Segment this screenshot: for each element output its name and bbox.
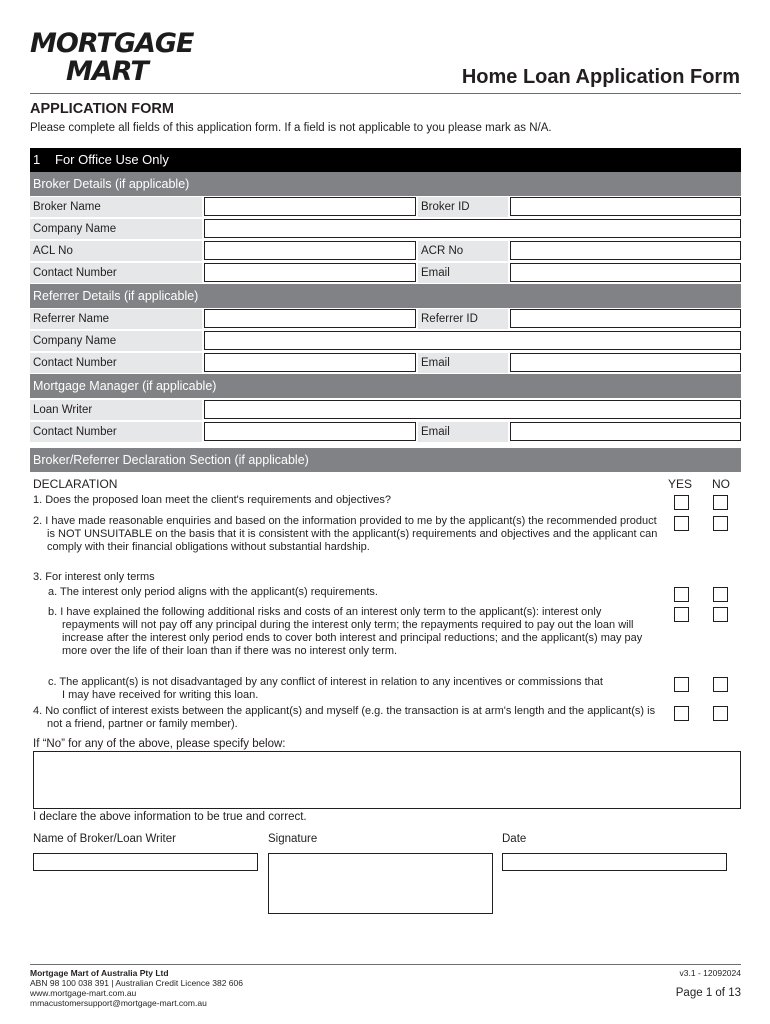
broker-company-name-label: Company Name <box>30 219 202 239</box>
declaration-q2: 2. I have made reasonable enquiries and based on the information provided to me by the applicant(s) the recommended product is NOT UNSUITABLE on the basis that it is consistent with the applicant(s) requirements and objectives and the applicant can comply with their financial obligations without substantial hardship. <box>33 515 658 553</box>
broker-contact-number-field[interactable] <box>204 263 416 282</box>
signature-label: Signature <box>268 833 318 845</box>
q1-no-checkbox[interactable] <box>713 495 728 510</box>
loan-writer-label: Loan Writer <box>30 400 202 420</box>
q2-no-checkbox[interactable] <box>713 516 728 531</box>
declaration-title: DECLARATION <box>33 477 118 491</box>
broker-contact-number-label: Contact Number <box>30 263 202 283</box>
q3c-no-checkbox[interactable] <box>713 677 728 692</box>
if-no-instruction: If “No” for any of the above, please specify below: <box>33 738 286 750</box>
broker-name-label: Broker Name <box>30 197 202 217</box>
date-field[interactable] <box>502 853 727 871</box>
broker-email-field[interactable] <box>510 263 741 282</box>
q2-yes-checkbox[interactable] <box>674 516 689 531</box>
manager-contact-number-label: Contact Number <box>30 422 202 442</box>
referrer-name-field[interactable] <box>204 309 416 328</box>
logo-line-1: MORTGAGE <box>30 28 194 59</box>
footer-divider <box>30 964 741 965</box>
application-form-heading: APPLICATION FORM <box>30 101 174 117</box>
application-form-instructions: Please complete all fields of this application form. If a field is not applicable to you please mark as N/A. <box>30 122 552 134</box>
q3a-no-checkbox[interactable] <box>713 587 728 602</box>
form-title: Home Loan Application Form <box>461 66 740 88</box>
broker-loan-writer-name-field[interactable] <box>33 853 258 871</box>
declaration-q1: 1. Does the proposed loan meet the client's requirements and objectives? <box>33 494 391 506</box>
manager-email-field[interactable] <box>510 422 741 441</box>
yes-column-header: YES <box>668 477 693 491</box>
q1-yes-checkbox[interactable] <box>674 495 689 510</box>
broker-company-name-field[interactable] <box>204 219 741 238</box>
referrer-contact-number-field[interactable] <box>204 353 416 372</box>
signature-field[interactable] <box>268 853 493 914</box>
footer-version: v3.1 - 12092024 <box>679 968 741 978</box>
broker-id-label: Broker ID <box>418 197 508 217</box>
declaration-q3: 3. For interest only terms <box>33 571 155 583</box>
q3b-yes-checkbox[interactable] <box>674 607 689 622</box>
broker-name-signature-label: Name of Broker/Loan Writer <box>33 833 176 845</box>
referrer-details-header: Referrer Details (if applicable) <box>30 284 741 308</box>
q4-no-checkbox[interactable] <box>713 706 728 721</box>
declaration-q3b: b. I have explained the following additional risks and costs of an interest only term to the applicant(s): interest only repayments will not pay off any principal during the interest only term; the repayments required to pay out the loan will increase after the interest only period ends to cover both interest and principal reductions; and the applicant(s) may pay more over the life of their loan than if there was no interest only term. <box>48 606 643 657</box>
referrer-email-field[interactable] <box>510 353 741 372</box>
referrer-email-label: Email <box>418 353 508 373</box>
section-1-header <box>30 148 741 172</box>
mortgage-mart-logo <box>30 28 194 90</box>
acr-no-label: ACR No <box>418 241 508 261</box>
broker-details-header: Broker Details (if applicable) <box>30 172 741 196</box>
if-no-details-field[interactable] <box>33 751 741 809</box>
footer-email[interactable]: mmacustomersupport@mortgage-mart.com.au <box>30 998 207 1008</box>
manager-email-label: Email <box>418 422 508 442</box>
declaration-q4: 4. No conflict of interest exists between the applicant(s) and myself (e.g. the transaction is at arm's length and the applicant(s) is not a friend, partner or family member). <box>33 705 656 730</box>
referrer-id-label: Referrer ID <box>418 309 508 329</box>
broker-email-label: Email <box>418 263 508 283</box>
referrer-id-field[interactable] <box>510 309 741 328</box>
referrer-name-label: Referrer Name <box>30 309 202 329</box>
manager-contact-number-field[interactable] <box>204 422 416 441</box>
declare-statement: I declare the above information to be true and correct. <box>33 811 307 823</box>
logo-line-2: MART <box>66 56 148 87</box>
broker-id-field[interactable] <box>510 197 741 216</box>
referrer-company-name-label: Company Name <box>30 331 202 351</box>
q3c-yes-checkbox[interactable] <box>674 677 689 692</box>
q3b-no-checkbox[interactable] <box>713 607 728 622</box>
q4-yes-checkbox[interactable] <box>674 706 689 721</box>
footer-company-name: Mortgage Mart of Australia Pty Ltd <box>30 968 169 978</box>
section-number: 1 <box>33 152 41 167</box>
section-title: For Office Use Only <box>55 152 169 167</box>
declaration-q3a: a. The interest only period aligns with the applicant(s) requirements. <box>48 586 378 598</box>
page-number: Page 1 of 13 <box>675 987 741 999</box>
title-divider <box>30 93 741 94</box>
no-column-header: NO <box>712 477 730 491</box>
acl-no-field[interactable] <box>204 241 416 260</box>
broker-name-field[interactable] <box>204 197 416 216</box>
referrer-contact-number-label: Contact Number <box>30 353 202 373</box>
footer-abn: ABN 98 100 038 391 | Australian Credit Licence 382 606 <box>30 978 243 988</box>
referrer-company-name-field[interactable] <box>204 331 741 350</box>
loan-writer-field[interactable] <box>204 400 741 419</box>
q3a-yes-checkbox[interactable] <box>674 587 689 602</box>
declaration-q3c: c. The applicant(s) is not disadvantaged by any conflict of interest in relation to any incentives or commissions that I may have received for writing this loan. <box>48 676 603 701</box>
mortgage-manager-header: Mortgage Manager (if applicable) <box>30 374 741 398</box>
footer-website[interactable]: www.mortgage-mart.com.au <box>30 988 137 998</box>
acl-no-label: ACL No <box>30 241 202 261</box>
date-label: Date <box>502 833 527 845</box>
declaration-section-header: Broker/Referrer Declaration Section (if applicable) <box>30 448 741 472</box>
acr-no-field[interactable] <box>510 241 741 260</box>
